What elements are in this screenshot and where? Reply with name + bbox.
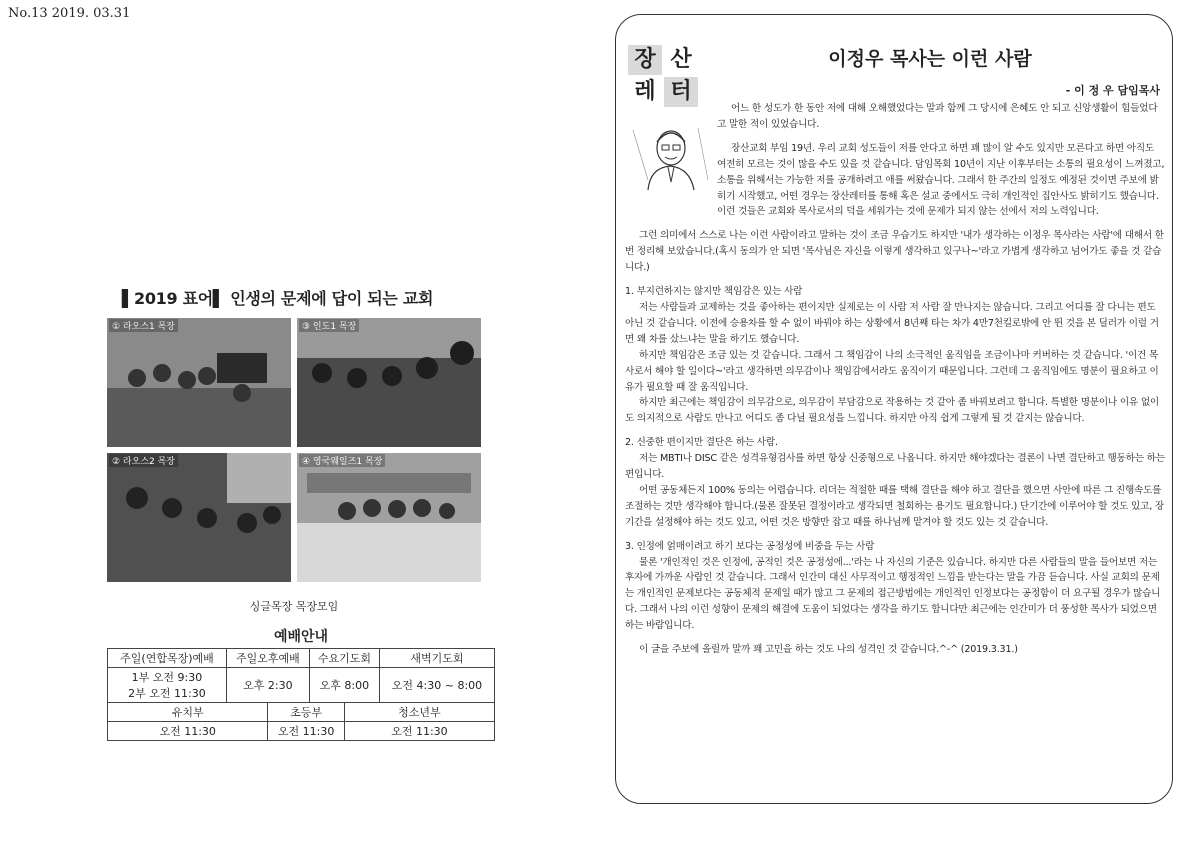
paragraph: 저는 MBTI나 DISC 같은 성격유형검사를 하면 항상 신중형으로 나옵니다. 하지만 해야겠다는 결론이 나면 결단하고 행동하는 하는 편입니다. — [625, 453, 1165, 481]
header-sunday: 주일(연합목장)예배 — [108, 649, 227, 668]
photo-india1 — [297, 318, 481, 447]
issue-number: No.13 2019. 03.31 — [8, 6, 131, 21]
photo-caption-3: ③ 인도1 목장 — [299, 319, 359, 332]
photo-group-caption: 싱글목장 목장모임 — [249, 600, 339, 613]
photo-caption-1: ① 라오스1 목장 — [109, 319, 178, 332]
cell-youth: 오전 11:30 — [344, 722, 494, 741]
letter-body — [625, 101, 1165, 666]
photo-grid — [107, 318, 481, 583]
paragraph: 저는 사람들과 교제하는 것을 좋아하는 편이지만 실제로는 이 사람 저 사람 잘 만나지는 않습니다. 그리고 어디를 잘 다니는 편도 아닌 것 같습니다. 이전에 승용차를 할 수 없이 바꿔야 하는 상황에서 8년째 타는 차가 4만7천킬로밖에 안 뛴 것을 본 딜러가 이럴 거면 왜 차를 샀느냐는 말을 하기도 했습니다. — [625, 301, 1159, 345]
cell-sunday-2: 2부 오전 11:30 — [128, 687, 206, 700]
photo-laos1 — [107, 318, 291, 447]
logo-char-1: 장 — [628, 45, 662, 75]
cell-sunday-1: 1부 오전 9:30 — [131, 671, 203, 684]
photo-caption-2: ② 라오스2 목장 — [109, 454, 178, 467]
cell-wednesday: 오후 8:00 — [309, 668, 379, 703]
cell-dawn: 오전 4:30 ~ 8:00 — [379, 668, 494, 703]
section-heading: 3. 인정에 얽매이려고 하기 보다는 공정성에 비중을 두는 사람 — [625, 540, 875, 552]
jangsan-letter-logo — [628, 45, 700, 109]
group-photo-image — [107, 318, 291, 447]
group-photo-image — [297, 318, 481, 447]
header-youth: 청소년부 — [344, 703, 494, 722]
group-photo-image — [107, 453, 291, 582]
section-heading: 1. 부지런하지는 않지만 책임감은 있는 사람 — [625, 286, 803, 298]
letter-title: 이정우 목사는 이런 사람 — [828, 48, 1032, 70]
paragraph: 그런 의미에서 스스로 나는 이런 사람이라고 말하는 것이 조금 우습기도 하지만 '내가 생각하는 이정우 목사라는 사람'에 대해서 한 번 정리해 보았습니다.(혹시 동의가 안 되면 '목사님은 자신을 이렇게 생각하고 있구나~'라고 가볍게 생각하고 넘어가도 좋을 것 같습니다.) — [625, 230, 1164, 274]
worship-heading: 예배안내 — [108, 625, 495, 649]
cell-sunday-pm: 오후 2:30 — [226, 668, 309, 703]
cell-elementary: 오전 11:30 — [268, 722, 345, 741]
header-kindergarten: 유치부 — [108, 703, 268, 722]
paragraph: 하지만 최근에는 책임감이 의무감으로, 의무감이 부담감으로 작용하는 것 같아 좀 바꿔보려고 합니다. 특별한 명분이나 이유 없이도 의지적으로 사람도 만나고 어디도 좀 다닐 필요성을 느낍니다. 하지만 아직 쉽게 그렇게 될 것 같지는 않습니다. — [625, 397, 1159, 425]
paragraph: 어느 한 성도가 한 동안 저에 대해 오해했었다는 말과 함께 그 당시에 은혜도 안 되고 신앙생활이 힘들었다고 말한 적이 있었습니다. — [717, 103, 1158, 130]
paragraph: 물론 '개인적인 것은 인정에, 공적인 것은 공정성에...'라는 나 자신의 기준은 있습니다. 하지만 다른 사람들의 말을 들어보면 저는 후자에 가까운 사람인 것 같습니다. 그래서 인간미 대신 사무적이고 행정적인 느낌을 받는다는 말을 가끔 듣습니다. 사실 교회의 문제는 개인적인 문제보다는 공동체적 문제일 때가 많고 그 문제의 접근방법에는 개인적인 인정보다는 공정함이 더 요구될 경우가 많습니다. 그래서 나의 이런 성향이 문제의 해결에 도움이 되었다는 생각을 하기도 합니다만 최근에는 인간미가 더 풍성한 목사가 되었으면 하는 바람입니다. — [625, 556, 1161, 632]
cell-kindergarten: 오전 11:30 — [108, 722, 268, 741]
paragraph: 어떤 공동체든지 100% 동의는 어렵습니다. 리더는 적절한 때를 택해 결단을 해야 하고 결단을 했으면 사안에 따른 그 진행속도를 조절하는 것만 생각해야 합니다.(물론 잘못된 결정이라고 생각되면 철회하는 용기도 필요합니다.) 단기간에 이루어야 할 것도 있고, 장기간을 설정해야 하는 것도 있고, 어떤 것은 방향만 잡고 때를 하나님께 맡겨야 할 것도 있는 것 같습니다. — [625, 484, 1164, 528]
letter-intro-wrap — [625, 101, 1165, 220]
motto-title: ▌2019 표어▌ 인생의 문제에 답이 되는 교회 — [122, 289, 434, 308]
section-heading: 2. 신중한 편이지만 결단은 하는 사람. — [625, 437, 778, 449]
photo-wales1 — [297, 453, 481, 582]
header-wednesday: 수요기도회 — [309, 649, 379, 668]
group-photo-image — [297, 453, 481, 582]
logo-char-2: 산 — [670, 47, 692, 72]
worship-schedule-table — [107, 625, 495, 741]
letter-author: - 이 정 우 담임목사 — [1065, 84, 1160, 97]
header-sunday-pm: 주일오후예배 — [226, 649, 309, 668]
header-dawn: 새벽기도회 — [379, 649, 494, 668]
photo-laos2 — [107, 453, 291, 582]
closing-line: 이 글을 주보에 올릴까 말까 꽤 고민을 하는 것도 나의 성격인 것 같습니다.^-^ (2019.3.31.) — [639, 644, 1018, 656]
paragraph: 하지만 책임감은 조금 있는 것 같습니다. 그래서 그 책임감이 나의 소극적인 움직임을 조금이나마 커버하는 것 같습니다. '이건 목사로서 해야 할 일이다~'라고 생각하면 의무감이나 책임감에서라도 움직이기 때문입니다. 그런데 그 움직임에도 명분이 필요하고 이유가 필요할 때 잘 움직입니다. — [625, 349, 1159, 393]
logo-char-3: 레 — [634, 79, 656, 104]
paragraph: 장산교회 부임 19년. 우리 교회 성도들이 저를 안다고 하면 꽤 많이 알 수도 있지만 모른다고 하면 아직도 여전히 모르는 것이 많을 수도 있을 것 같습니다. 담임목회 10년이 지난 이후부터는 소통의 필요성이 느껴졌고, 소통을 위해서는 가능한 저를 공개하려고 애를 써왔습니다. 그래서 한 주간의 일정도 예정된 것이면 주보에 밝히기 시작했고, 어떤 경우는 장산레터를 통해 혹은 설교 중에서도 극히 개인적인 집안사도 밝히기도 했습니다. 이런 것들은 교회와 목사로서의 덕을 세워가는 것에 문제가 되지 않는 선에서 저의 노력입니다. — [717, 142, 1165, 218]
logo-char-4: 터 — [664, 77, 698, 107]
header-elementary: 초등부 — [268, 703, 345, 722]
photo-caption-4: ④ 영국웨일즈1 목장 — [299, 454, 385, 467]
cell-sunday-times — [108, 668, 227, 703]
